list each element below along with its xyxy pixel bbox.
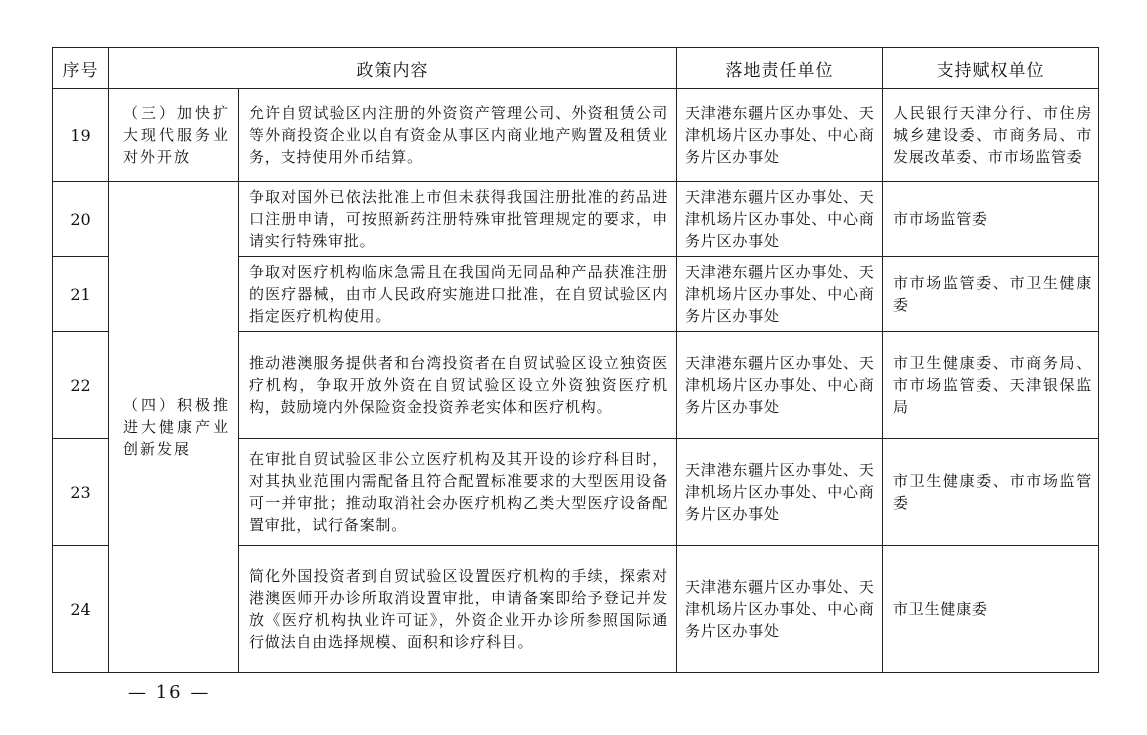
supporting-unit: 人民银行天津分行、市住房城乡建设委、市商务局、市发展改革委、市市场监管委 xyxy=(883,89,1099,182)
policy-content: 简化外国投资者到自贸试验区设置医疗机构的手续，探索对港澳医师开办诊所取消设置审批，申请备案即给予登记并发放《医疗机构执业许可证》，外资企业开办诊所参照国际通行做法自由选择规模、面积和诊疗科目。 xyxy=(239,546,677,673)
policy-content: 允许自贸试验区内注册的外资资产管理公司、外资租赁公司等外商投资企业以自有资金从事区内商业地产购置及租赁业务，支持使用外币结算。 xyxy=(239,89,677,182)
category-cell: （三）加快扩大现代服务业对外开放 xyxy=(109,89,239,182)
row-number: 22 xyxy=(53,332,109,439)
supporting-unit: 市卫生健康委、市商务局、市市场监管委、天津银保监局 xyxy=(883,332,1099,439)
policy-table xyxy=(52,47,1099,673)
page-number: — 16 — xyxy=(128,682,211,703)
responsible-unit: 天津港东疆片区办事处、天津机场片区办事处、中心商务片区办事处 xyxy=(677,257,883,332)
header-auth: 支持赋权单位 xyxy=(883,48,1099,89)
supporting-unit: 市市场监管委、市卫生健康委 xyxy=(883,257,1099,332)
header-no: 序号 xyxy=(53,48,109,89)
table-row xyxy=(53,182,1099,257)
table-header-row xyxy=(53,48,1099,89)
responsible-unit: 天津港东疆片区办事处、天津机场片区办事处、中心商务片区办事处 xyxy=(677,89,883,182)
responsible-unit: 天津港东疆片区办事处、天津机场片区办事处、中心商务片区办事处 xyxy=(677,439,883,546)
supporting-unit: 市卫生健康委、市市场监管委 xyxy=(883,439,1099,546)
row-number: 19 xyxy=(53,89,109,182)
policy-content: 推动港澳服务提供者和台湾投资者在自贸试验区设立独资医疗机构，争取开放外资在自贸试验区设立外资独资医疗机构，鼓励境内外保险资金投资养老实体和医疗机构。 xyxy=(239,332,677,439)
policy-content: 争取对国外已依法批准上市但未获得我国注册批准的药品进口注册申请，可按照新药注册特殊审批管理规定的要求，申请实行特殊审批。 xyxy=(239,182,677,257)
responsible-unit: 天津港东疆片区办事处、天津机场片区办事处、中心商务片区办事处 xyxy=(677,332,883,439)
row-number: 24 xyxy=(53,546,109,673)
category-cell: （四）积极推进大健康产业创新发展 xyxy=(109,182,239,673)
policy-content: 在审批自贸试验区非公立医疗机构及其开设的诊疗科目时，对其执业范围内需配备且符合配置标准要求的大型医用设备可一并审批；推动取消社会办医疗机构乙类大型医疗设备配置审批，试行备案制。 xyxy=(239,439,677,546)
table-row xyxy=(53,89,1099,182)
responsible-unit: 天津港东疆片区办事处、天津机场片区办事处、中心商务片区办事处 xyxy=(677,182,883,257)
row-number: 20 xyxy=(53,182,109,257)
header-content: 政策内容 xyxy=(109,48,677,89)
header-unit: 落地责任单位 xyxy=(677,48,883,89)
row-number: 23 xyxy=(53,439,109,546)
policy-content: 争取对医疗机构临床急需且在我国尚无同品种产品获准注册的医疗器械，由市人民政府实施进口批准，在自贸试验区内指定医疗机构使用。 xyxy=(239,257,677,332)
supporting-unit: 市卫生健康委 xyxy=(883,546,1099,673)
responsible-unit: 天津港东疆片区办事处、天津机场片区办事处、中心商务片区办事处 xyxy=(677,546,883,673)
supporting-unit: 市市场监管委 xyxy=(883,182,1099,257)
row-number: 21 xyxy=(53,257,109,332)
